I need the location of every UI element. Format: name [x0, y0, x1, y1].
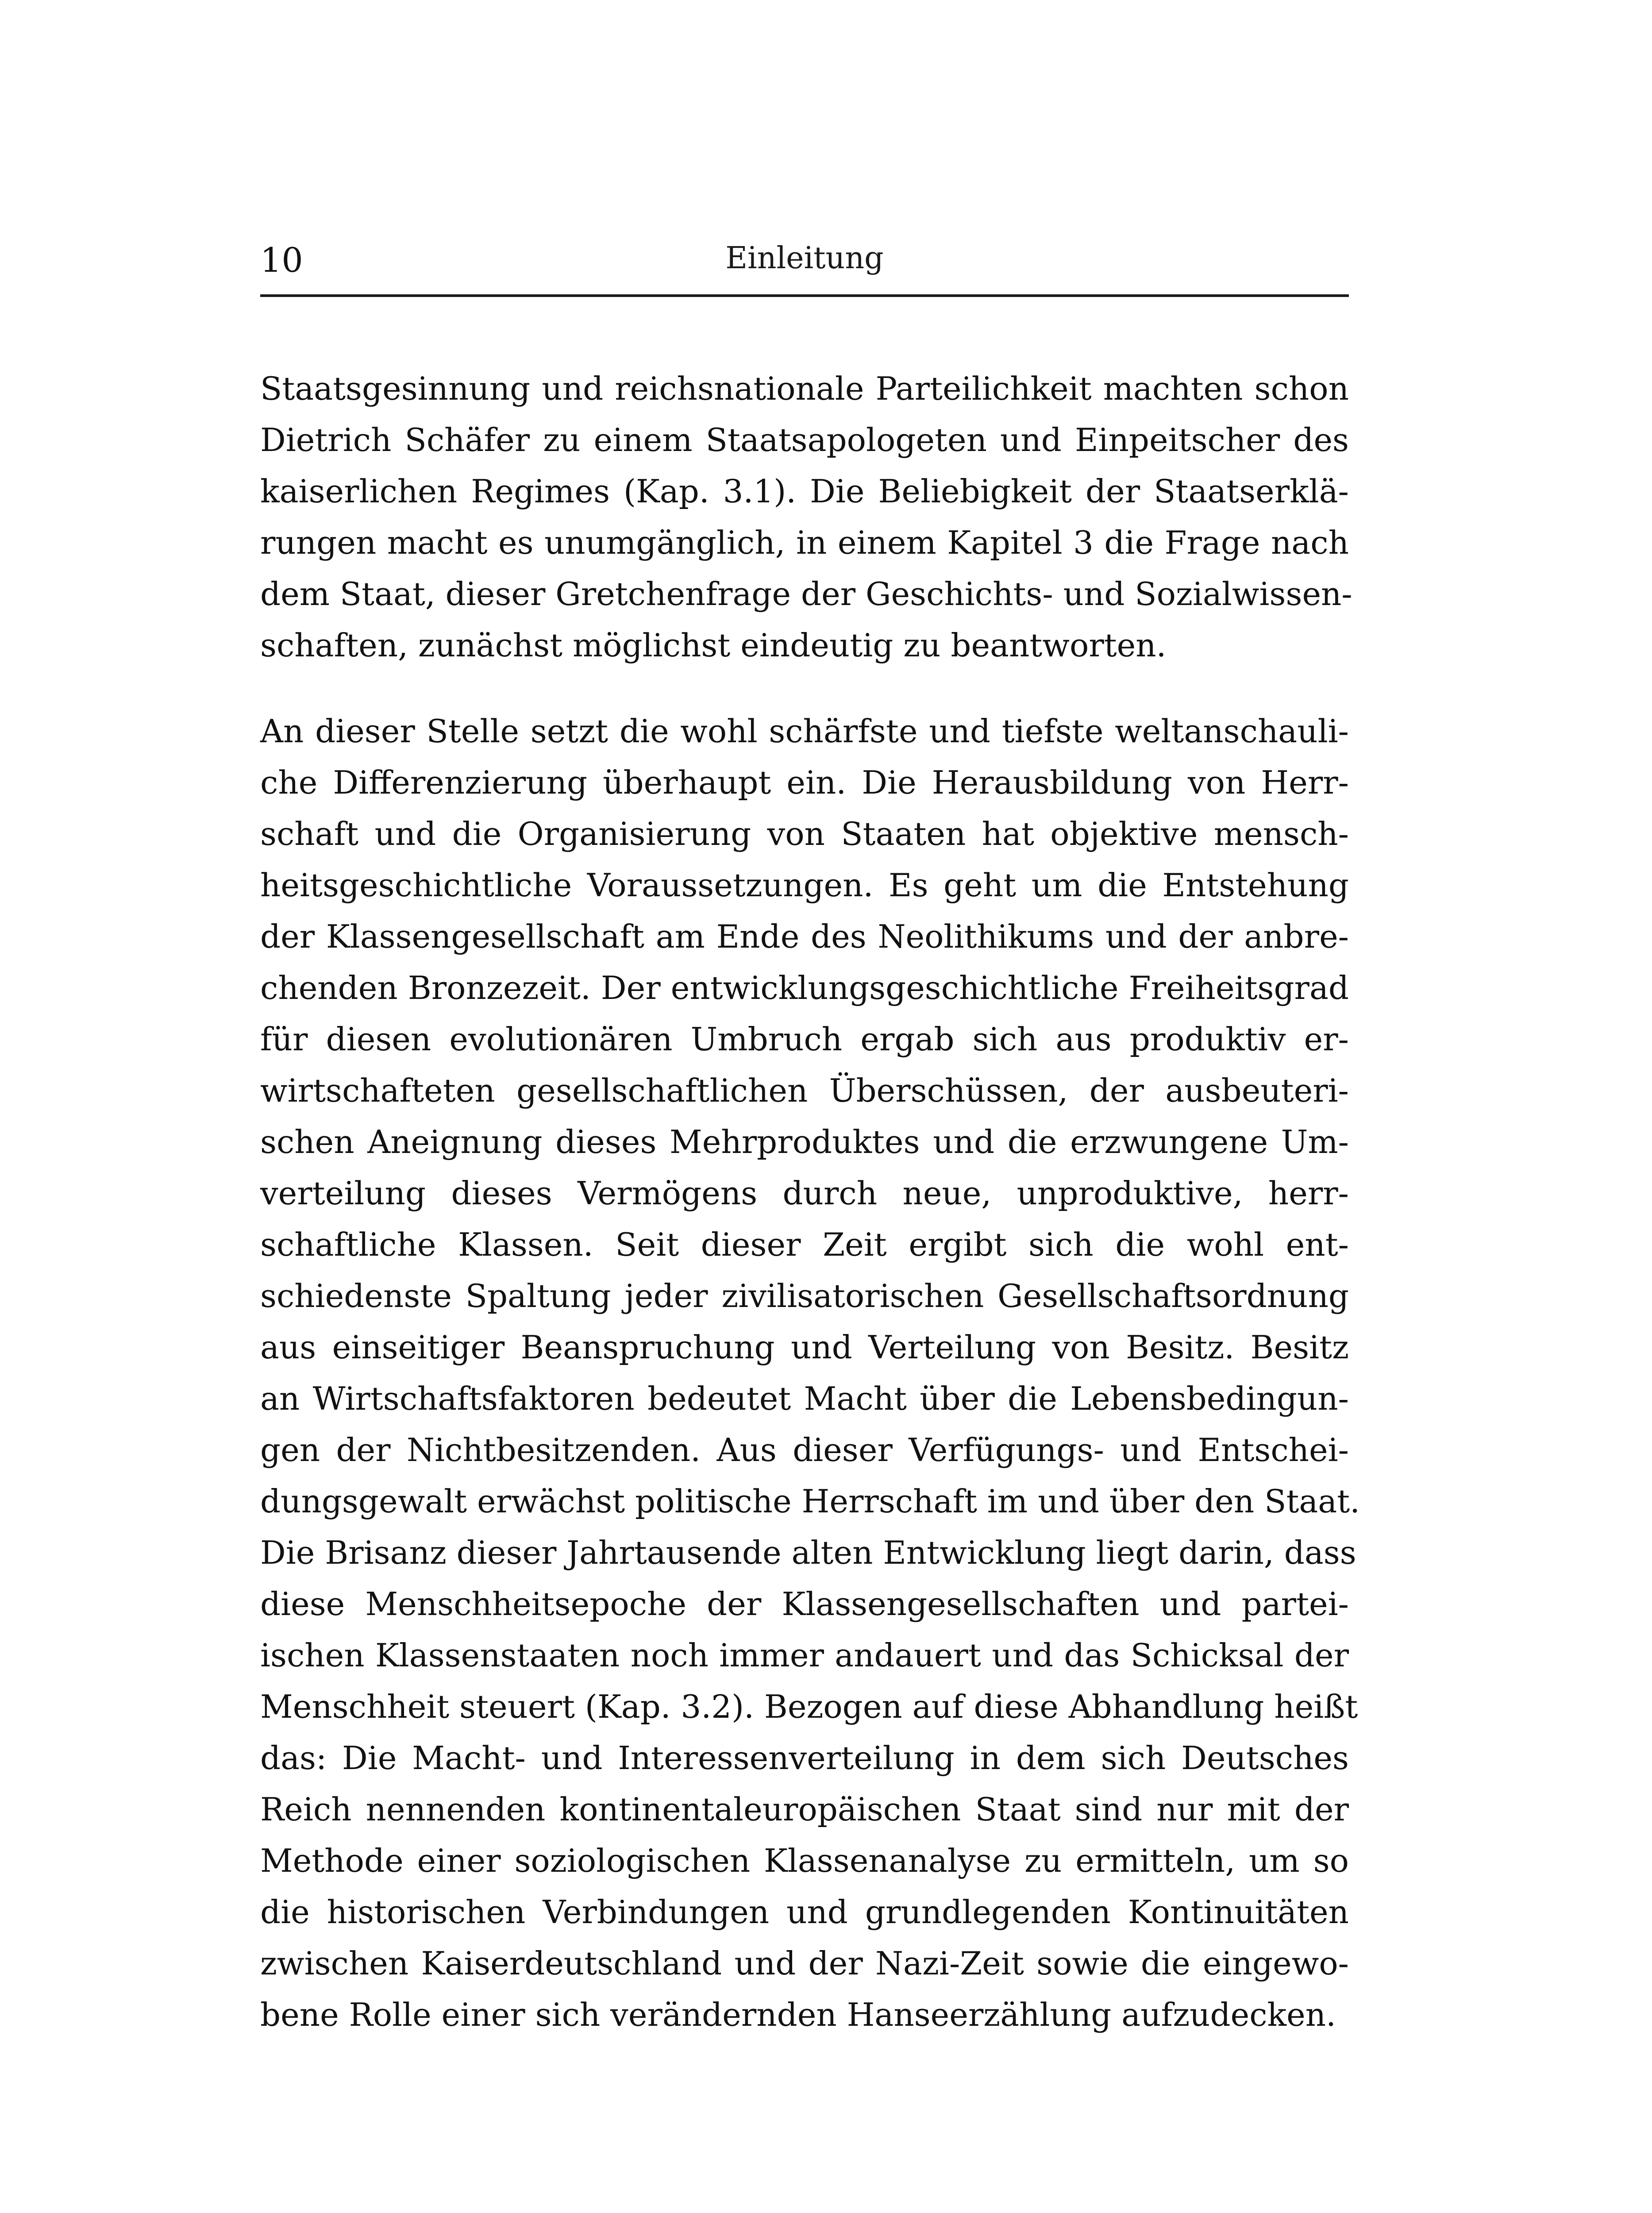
- text-line: kaiserlichen Regimes (Kap. 3.1). Die Beliebigkeit der Staatserklä-: [260, 473, 1349, 510]
- text-line: schaft und die Organisierung von Staaten hat objektive mensch-: [260, 815, 1349, 852]
- text-line: chenden Bronzezeit. Der entwicklungsgeschichtliche Freiheitsgrad: [260, 969, 1349, 1006]
- text-line: die historischen Verbindungen und grundlegenden Kontinuitäten: [260, 1893, 1349, 1931]
- text-line: schiedenste Spaltung jeder zivilisatorischen Gesellschaftsordnung: [260, 1277, 1349, 1315]
- text-line: schaften, zunächst möglichst eindeutig zu beantworten.: [260, 627, 1167, 664]
- text-line: Dietrich Schäfer zu einem Staatsapologeten und Einpeitscher des: [260, 421, 1349, 459]
- text-line: Methode einer soziologischen Klassenanalyse zu ermitteln, um so: [260, 1842, 1349, 1879]
- text-line: wirtschafteten gesellschaftlichen Überschüssen, der ausbeuteri-: [260, 1072, 1349, 1109]
- text-line: dem Staat, dieser Gretchenfrage der Geschichts- und Sozialwissen-: [260, 575, 1352, 613]
- text-line: zwischen Kaiserdeutschland und der Nazi-Zeit sowie die eingewo-: [260, 1945, 1349, 1982]
- text-line: an Wirtschaftsfaktoren bedeutet Macht über die Lebensbedingun-: [260, 1380, 1349, 1417]
- text-line: für diesen evolutionären Umbruch ergab sich aus produktiv er-: [260, 1021, 1349, 1058]
- text-line: schen Aneignung dieses Mehrproduktes und die erzwungene Um-: [260, 1123, 1349, 1160]
- paragraph-1: [260, 363, 1352, 671]
- text-line: diese Menschheitsepoche der Klassengesellschaften und partei-: [260, 1585, 1349, 1623]
- text-line: schaftliche Klassen. Seit dieser Zeit ergibt sich die wohl ent-: [260, 1226, 1349, 1263]
- text-line: Die Brisanz dieser Jahrtausende alten Entwicklung liegt darin, dass: [260, 1534, 1356, 1571]
- paragraph-2: [260, 706, 1360, 2040]
- text-line: der Klassengesellschaft am Ende des Neolithikums und der anbre-: [260, 918, 1349, 955]
- running-header: [260, 230, 1349, 297]
- text-line: Menschheit steuert (Kap. 3.2). Bezogen auf diese Abhandlung heißt: [260, 1688, 1358, 1725]
- text-line: che Differenzierung überhaupt ein. Die Herausbildung von Herr-: [260, 764, 1349, 801]
- text-line: ischen Klassenstaaten noch immer andauert und das Schicksal der: [260, 1637, 1349, 1674]
- text-line: bene Rolle einer sich verändernden Hanseerzählung aufzudecken.: [260, 1996, 1336, 2033]
- paragraph-spacer: [260, 671, 1349, 706]
- text-line: aus einseitiger Beanspruchung und Verteilung von Besitz. Besitz: [260, 1329, 1349, 1366]
- text-line: dungsgewalt erwächst politische Herrschaft im und über den Staat.: [260, 1483, 1360, 1520]
- text-line: An dieser Stelle setzt die wohl schärfste und tiefste weltanschauli-: [260, 713, 1349, 750]
- text-line: Reich nennenden kontinentaleuropäischen Staat sind nur mit der: [260, 1791, 1349, 1828]
- body-text: [260, 363, 1360, 2040]
- text-line: rungen macht es unumgänglich, in einem Kapitel 3 die Frage nach: [260, 524, 1349, 561]
- text-line: verteilung dieses Vermögens durch neue, unproduktive, herr-: [260, 1175, 1349, 1212]
- page-number: 10: [260, 240, 303, 280]
- text-line: Staatsgesinnung und reichsnationale Parteilichkeit machten schon: [260, 370, 1349, 407]
- text-line: das: Die Macht- und Interessenverteilung in dem sich Deutsches: [260, 1739, 1349, 1777]
- chapter-title: Einleitung: [725, 241, 884, 276]
- text-line: heitsgeschichtliche Voraussetzungen. Es geht um die Entstehung: [260, 867, 1349, 904]
- text-line: gen der Nichtbesitzenden. Aus dieser Verfügungs- und Entschei-: [260, 1431, 1349, 1469]
